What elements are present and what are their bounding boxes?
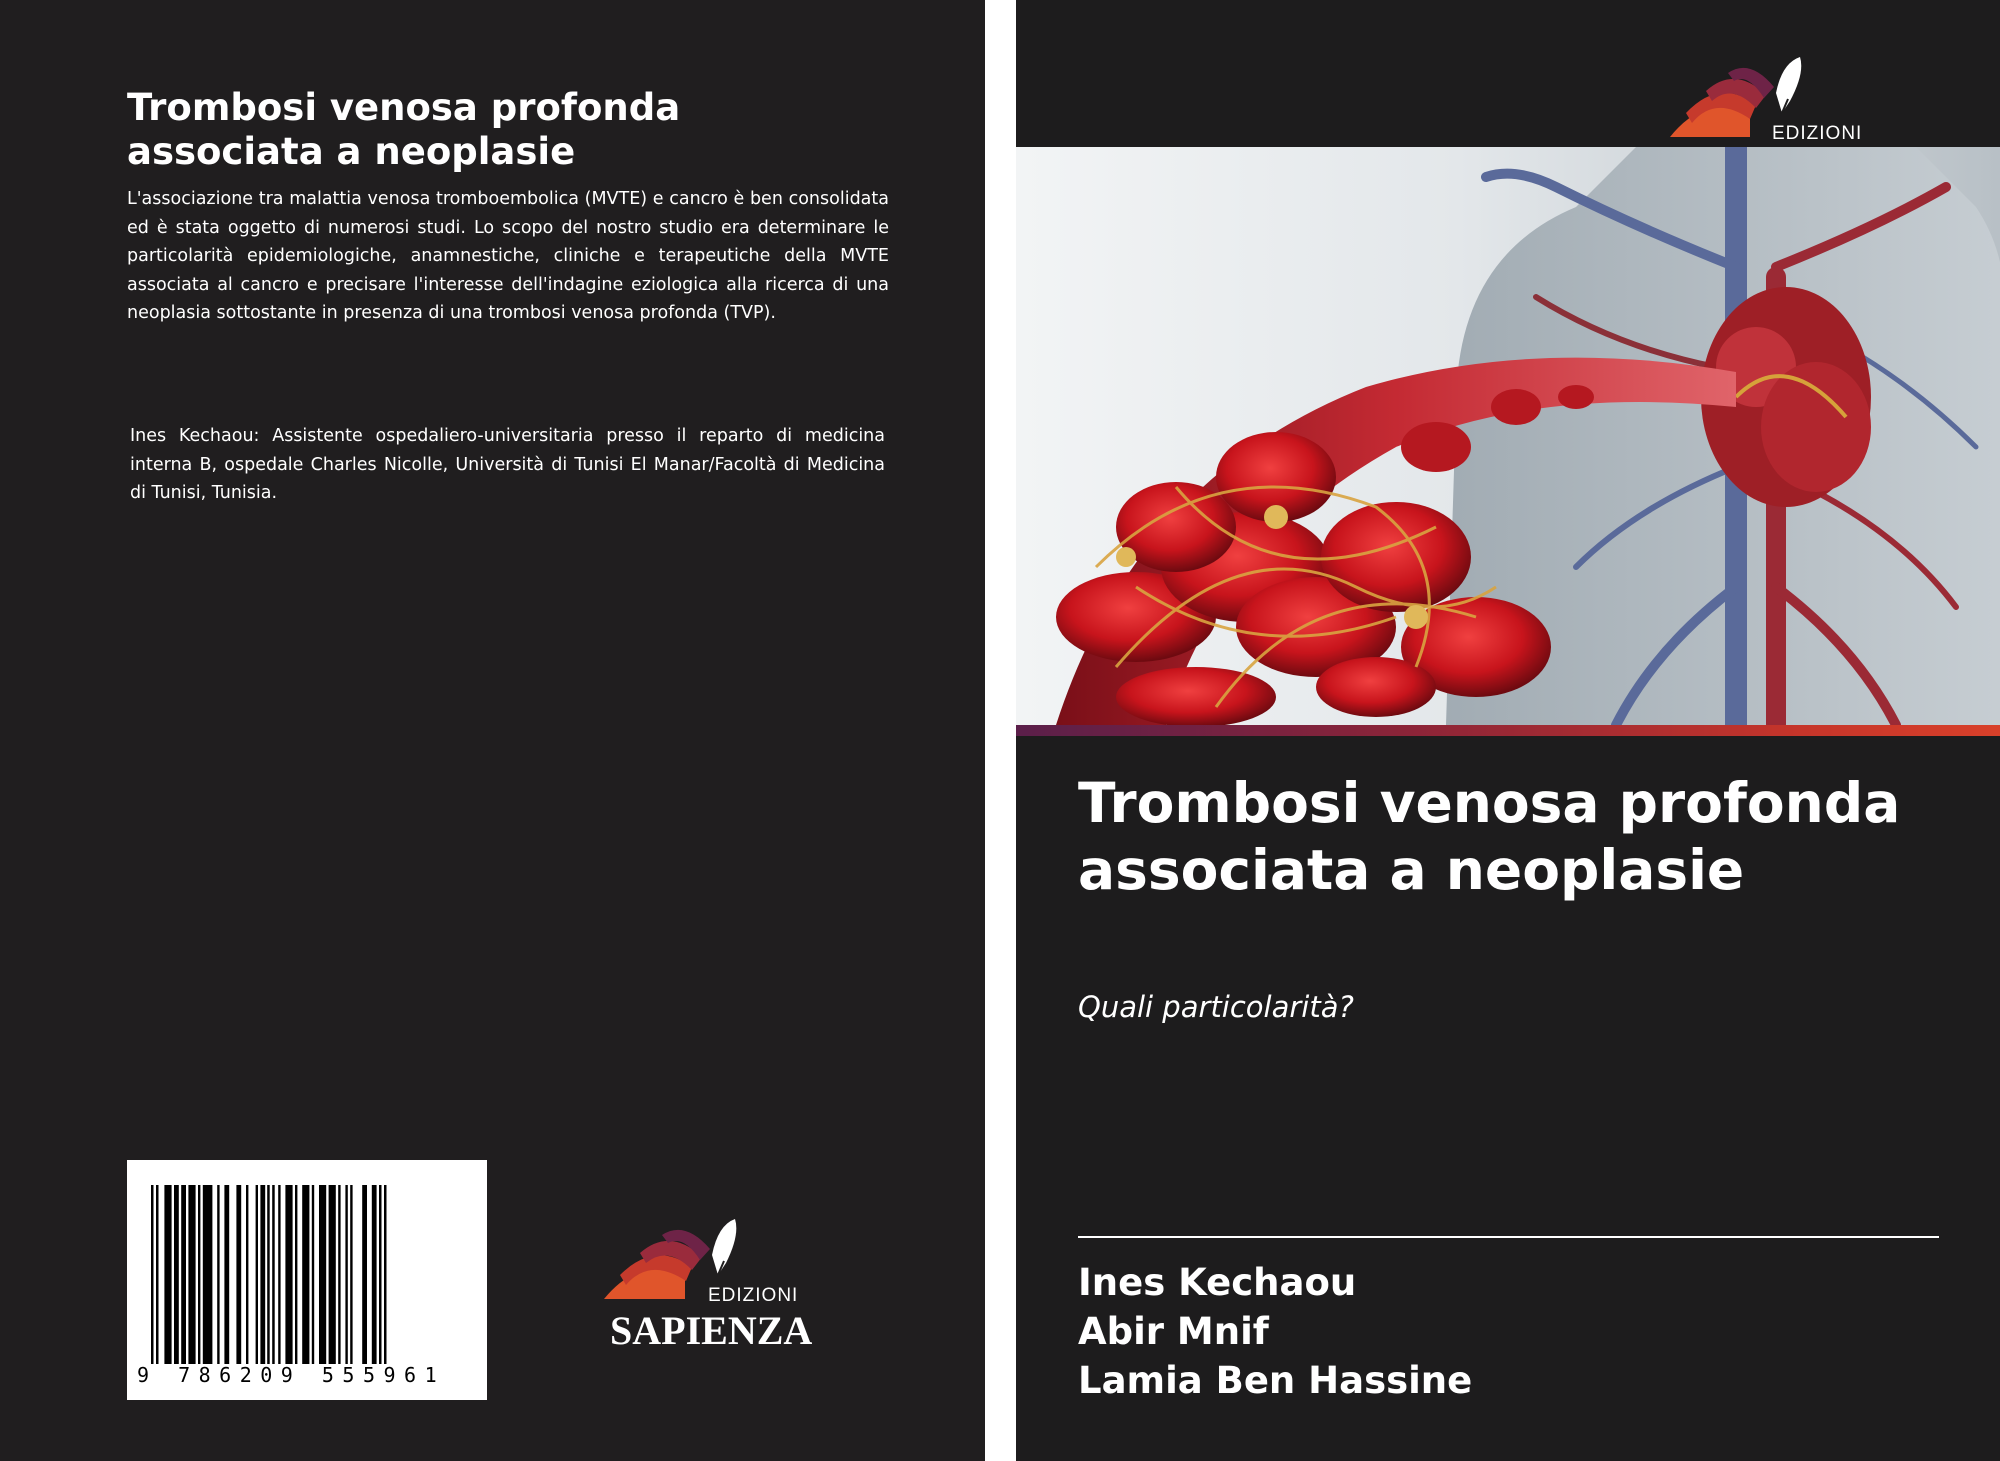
publisher-small-word: EDIZIONI <box>1772 123 1863 144</box>
barcode-bar <box>338 1185 340 1365</box>
back-cover-title: Trombosi venosa profonda associata a neoplasie <box>127 86 681 173</box>
barcode-bar <box>224 1185 229 1365</box>
author-name: Ines Kechaou <box>1078 1261 1357 1304</box>
author-list <box>1078 1258 1472 1405</box>
publisher-small-word: EDIZIONI <box>708 1285 799 1306</box>
barcode-bar <box>372 1185 377 1365</box>
author-name: Lamia Ben Hassine <box>1078 1359 1473 1402</box>
barcode-bar <box>174 1185 179 1365</box>
isbn-barcode <box>127 1160 487 1400</box>
barcode-bar <box>217 1185 219 1365</box>
barcode-bar <box>203 1185 213 1365</box>
barcode-bar <box>312 1185 314 1365</box>
barcode-bar <box>267 1185 270 1379</box>
barcode-bar <box>256 1185 258 1365</box>
author-bio: Ines Kechaou: Assistente ospedaliero-universitaria presso il reparto di medicina interna B, ospedale Charles Nicolle, Università di Tunisi El Manar/Facoltà di Medicina di Tunisi, Tunisia. <box>130 426 885 504</box>
back-cover-blurb: L'associazione tra malattia venosa tromboembolica (MVTE) e cancro è ben consolidata ed è stata oggetto di numerosi studi. Lo scopo del nostro studio era determinare le particolarità epidemiologiche, anamnestiche, cliniche e terapeutiche della MVTE associata al cancro e precisare l'interesse dell'indagine eziologica alla ricerca di una neoplasia sottostante in presenza di una trombosi venosa profonda (TVP). <box>127 189 889 324</box>
barcode-bar <box>246 1185 248 1365</box>
divider <box>1078 1236 1939 1238</box>
barcode-bar <box>181 1185 186 1365</box>
back-cover <box>0 0 985 1461</box>
barcode-bar <box>302 1185 309 1365</box>
barcode-bar <box>379 1185 382 1379</box>
barcode-bar <box>188 1185 195 1365</box>
publisher-logo <box>600 1215 825 1355</box>
blood-clot-illustration-icon <box>1016 147 2000 725</box>
barcode-bar <box>278 1185 280 1365</box>
barcode-bar <box>236 1185 241 1365</box>
barcode-bar <box>345 1185 347 1365</box>
front-cover-subtitle: Quali particolarità? <box>1078 990 1354 1024</box>
isbn-number: 9 786209 555961 <box>137 1364 477 1386</box>
barcode-bar <box>156 1185 159 1379</box>
publisher-name: SAPIENZA <box>610 1308 813 1353</box>
barcode-bar <box>329 1185 336 1365</box>
author-name: Abir Mnif <box>1078 1310 1269 1353</box>
barcode-bar <box>319 1185 326 1365</box>
barcode-bar <box>285 1185 292 1365</box>
barcode-bar <box>151 1185 154 1379</box>
barcode-bar <box>260 1185 265 1365</box>
barcode-bar <box>272 1185 275 1379</box>
front-cover-title: Trombosi venosa profonda associata a neoplasie <box>1078 771 1901 902</box>
barcode-bar <box>350 1185 352 1365</box>
accent-stripe <box>1016 725 2000 736</box>
barcode-bar <box>198 1185 200 1365</box>
barcode-bar <box>384 1185 387 1379</box>
barcode-bar <box>164 1185 171 1365</box>
barcode-bar <box>295 1185 297 1365</box>
barcode-bar <box>362 1185 367 1365</box>
cover-illustration <box>1016 147 2000 725</box>
